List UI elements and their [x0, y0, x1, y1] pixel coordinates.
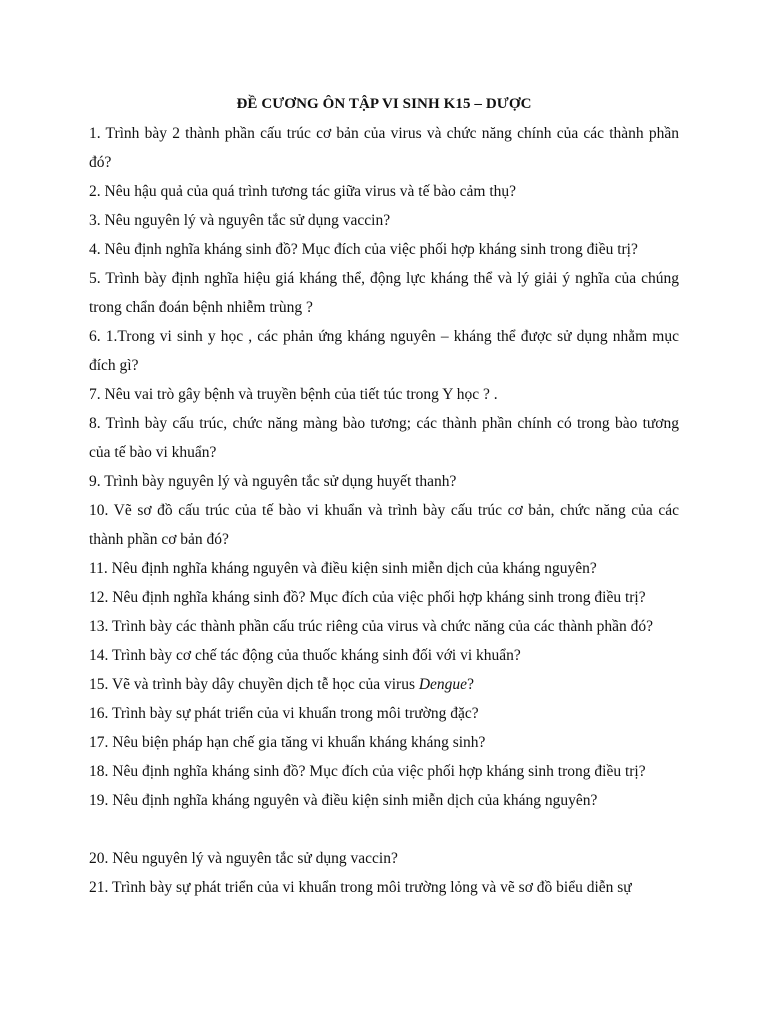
question-item: 6. 1.Trong vi sinh y học , các phản ứng kháng nguyên – kháng thể được sử dụng nhằm mục đích gì?	[89, 328, 679, 374]
question-item: 7. Nêu vai trò gây bệnh và truyền bệnh của tiết túc trong Y học ? .	[89, 386, 498, 403]
question-item: 20. Nêu nguyên lý và nguyên tắc sử dụng vaccin?	[89, 850, 398, 867]
question-item: 8. Trình bày cấu trúc, chức năng màng bào tương; các thành phần chính có trong bào tương của tế bào vi khuẩn?	[89, 415, 679, 461]
question-item: 10. Vẽ sơ đồ cấu trúc của tế bào vi khuẩn và trình bày cấu trúc cơ bản, chức năng của các thành phần cơ bản đó?	[89, 502, 679, 548]
question-item: 12. Nêu định nghĩa kháng sinh đồ? Mục đích của việc phối hợp kháng sinh trong điều trị?	[89, 589, 646, 606]
question-item: 13. Trình bày các thành phần cấu trúc riêng của virus và chức năng của các thành phần đó?	[89, 618, 654, 635]
question-item: 14. Trình bày cơ chế tác động của thuốc kháng sinh đối với vi khuẩn?	[89, 647, 521, 664]
question-item: 2. Nêu hậu quả của quá trình tương tác giữa virus và tế bào cảm thụ?	[89, 183, 516, 200]
question-item: 5. Trình bày định nghĩa hiệu giá kháng thể, động lực kháng thể và lý giải ý nghĩa của chúng trong chẩn đoán bệnh nhiễm trùng ?	[89, 270, 679, 316]
question-mark: ?	[467, 676, 474, 693]
question-item: 11. Nêu định nghĩa kháng nguyên và điều kiện sinh miễn dịch của kháng nguyên?	[89, 560, 597, 577]
question-item: 1. Trình bày 2 thành phần cấu trúc cơ bản của virus và chức năng chính của các thành phần đó?	[89, 125, 679, 171]
question-item: 3. Nêu nguyên lý và nguyên tắc sử dụng vaccin?	[89, 212, 391, 229]
question-item: 21. Trình bày sự phát triển của vi khuẩn trong môi trường lỏng và vẽ sơ đồ biểu diễn sự	[89, 879, 632, 896]
question-item: 17. Nêu biện pháp hạn chế gia tăng vi khuẩn kháng kháng sinh?	[89, 734, 486, 751]
question-item: 19. Nêu định nghĩa kháng nguyên và điều kiện sinh miễn dịch của kháng nguyên?	[89, 792, 598, 809]
question-item: 16. Trình bày sự phát triển của vi khuẩn trong môi trường đặc?	[89, 705, 479, 722]
question-item: 18. Nêu định nghĩa kháng sinh đồ? Mục đích của việc phối hợp kháng sinh trong điều trị?	[89, 763, 646, 780]
question-list	[89, 119, 679, 902]
question-item	[89, 670, 679, 699]
question-text: 15. Vẽ và trình bày dây chuyền dịch tễ học của virus	[89, 676, 419, 693]
question-item: 4. Nêu định nghĩa kháng sinh đồ? Mục đích của việc phối hợp kháng sinh trong điều trị?	[89, 241, 638, 258]
virus-name: Dengue	[418, 676, 468, 693]
question-item: 9. Trình bày nguyên lý và nguyên tắc sử dụng huyết thanh?	[89, 473, 457, 490]
document-title: ĐỀ CƯƠNG ÔN TẬP VI SINH K15 – DƯỢC	[236, 96, 532, 112]
